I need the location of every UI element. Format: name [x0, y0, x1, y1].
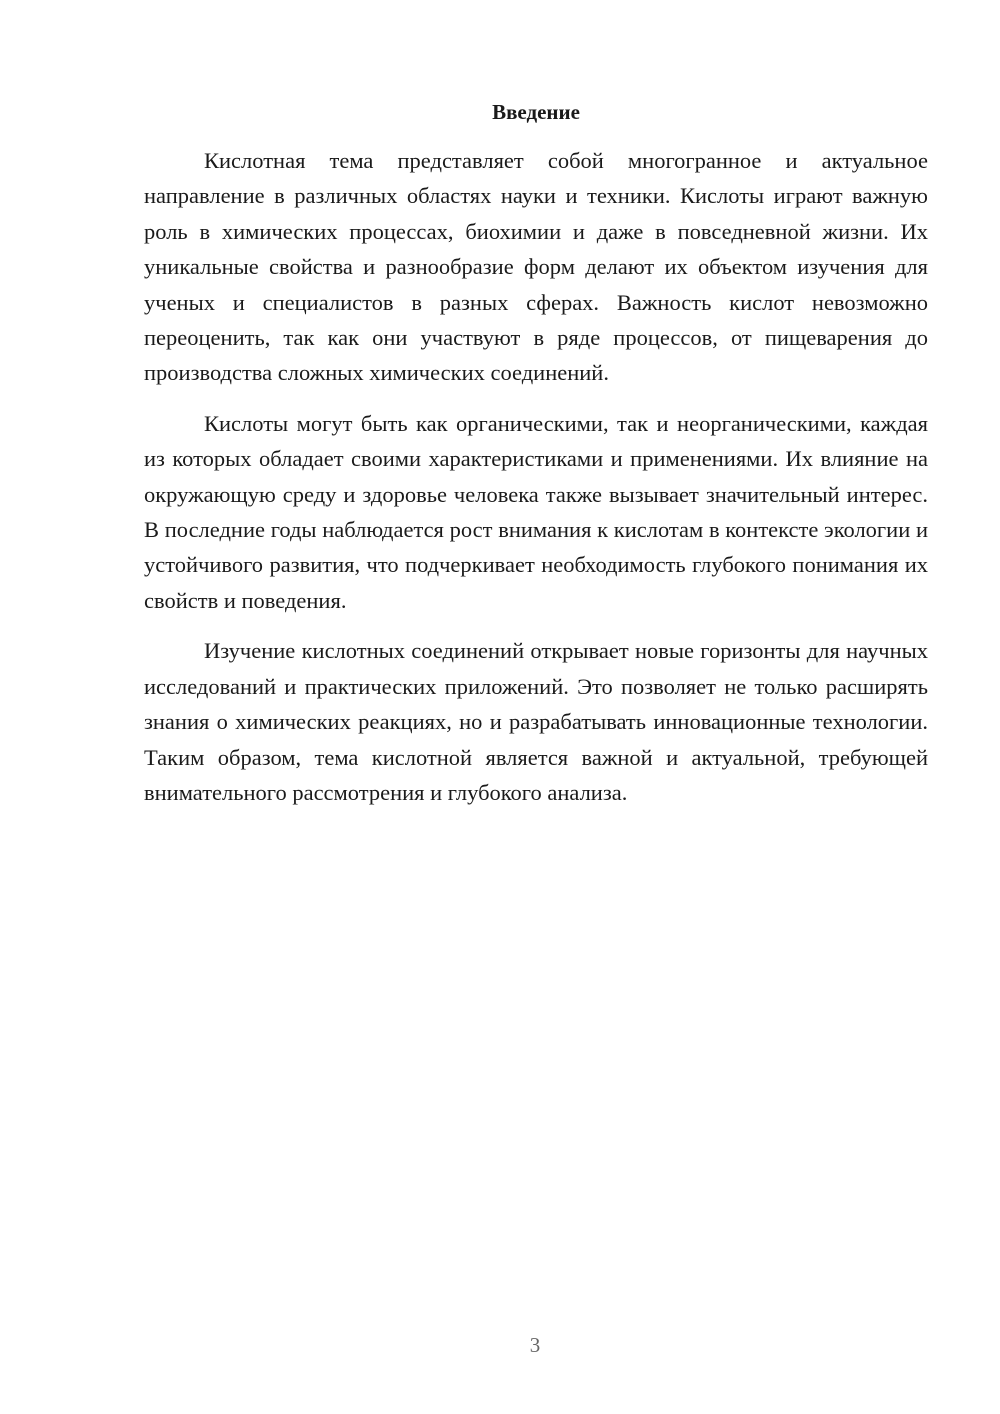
- paragraph-2: Кислоты могут быть как органическими, так и неорганическими, каждая из которых обладает своими характеристиками и применениями. Их влияние на окружающую среду и здоровье человека также вызывает значительный интерес. В последние годы наблюдается рост внимания к кислотам в контексте экологии и устойчивого развития, что подчеркивает необходимость глубокого понимания их свойств и поведения.: [144, 410, 928, 613]
- document-body: [144, 143, 928, 825]
- paragraph-1: Кислотная тема представляет собой многогранное и актуальное направление в различных областях науки и техники. Кислоты играют важную роль в химических процессах, биохимии и даже в повседневной жизни. Их уникальные свойства и разнообразие форм делают их объектом изучения для ученых и специалистов в разных сферах. Важность кислот невозможно переоценить, так как они участвуют в ряде процессов, от пищеварения до производства сложных химических соединений.: [144, 148, 928, 386]
- page-number: 3: [529, 1333, 541, 1357]
- page-title: Введение: [492, 100, 580, 124]
- paragraph-3: Изучение кислотных соединений открывает новые горизонты для научных исследований и практических приложений. Это позволяет не только расширять знания о химических реакциях, но и разрабатывать инновационные технологии. Таким образом, тема кислотной является важной и актуальной, требующей внимательного рассмотрения и глубокого анализа.: [144, 638, 928, 805]
